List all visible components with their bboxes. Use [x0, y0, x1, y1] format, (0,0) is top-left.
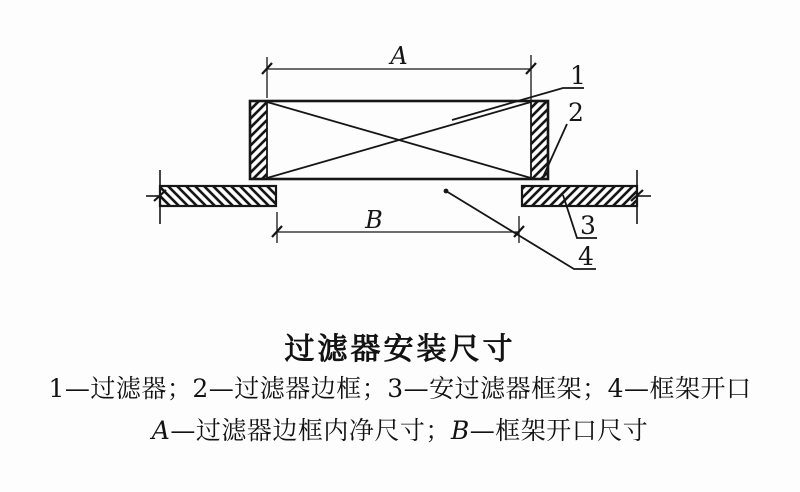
legend-dim-b-letter: B [450, 416, 470, 445]
callout-1-label: 1 [570, 61, 586, 90]
figure-title: 过滤器安装尺寸 [284, 332, 516, 367]
figure-legend-dimensions [0, 411, 800, 447]
callout-2-label: 2 [568, 98, 584, 127]
dimension-b [272, 212, 524, 243]
dim-a-label: A [390, 42, 408, 70]
dim-b-label: B [365, 206, 383, 234]
filter-box [250, 101, 548, 179]
filter-frame-left-cap [250, 101, 267, 179]
figure-legend-callouts: 1—过滤器；2—过滤器边框；3—安过滤器框架；4—框架开口 [48, 374, 752, 403]
callout-3-label: 3 [580, 211, 596, 240]
legend-dim-b-desc: —框架开口尺寸 [469, 416, 649, 445]
legend-dim-a-letter: A [151, 416, 171, 445]
legend-dim-a-desc: —过滤器边框内净尺寸； [170, 416, 451, 445]
filter-frame-right-cap [531, 101, 548, 179]
callout-4-label: 4 [578, 242, 594, 271]
